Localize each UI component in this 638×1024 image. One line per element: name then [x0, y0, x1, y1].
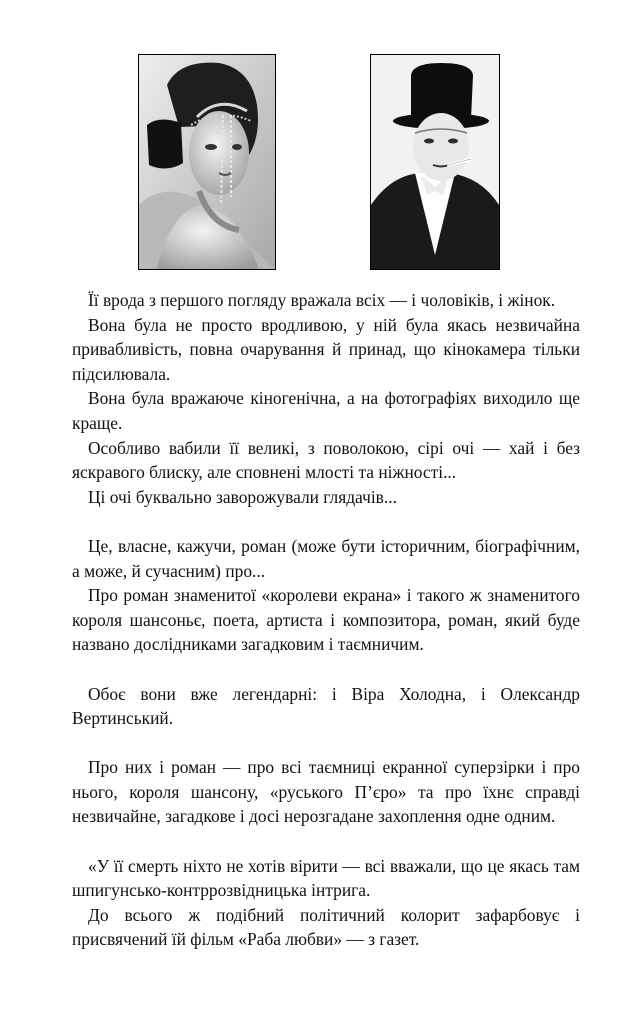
paragraph: Обоє вони вже легендарні: і Віра Холодна, і Олександр Вертинський. — [72, 683, 580, 729]
paragraph: Особливо вабили її великі, з поволокою, сірі очі — хай і без яскравого блиску, але сповнені млості та ніжності... — [72, 437, 580, 483]
portrait-photo-woman — [138, 54, 276, 270]
woman-portrait-image — [139, 55, 275, 269]
paragraph: Ці очі буквально заворожували глядачів... — [88, 486, 397, 507]
man-portrait-image — [371, 55, 499, 269]
paragraph: До всього ж подібний політичний колорит зафарбовує і присвячений їй фільм «Раба любви» — з газет. — [72, 904, 580, 950]
paragraph: Вона була вражаюче кіногенічна, а на фотографіях виходило ще краще. — [72, 388, 580, 433]
paragraph: Це, власне, кажучи, роман (може бути історичним, біографічним, а може, й сучасним) про... — [72, 535, 580, 581]
page-body-text — [72, 288, 580, 952]
paragraph: Її врода з першого погляду вражала всіх — і чоловіків, і жінок. — [88, 290, 556, 310]
paragraph: Про них і роман — про всі таємниці екранної суперзірки і про нього, короля шансону, «руського П’єро» та про їхнє справді незвичайне, загадкове і досі нерозгадане захоплення одне одним. — [72, 757, 580, 827]
paragraph: Вона була не просто вродливою, у ній була якась незвичайна привабливість, повна очарування й принад, що кінокамера тільки підсилювала. — [72, 314, 580, 384]
portrait-photo-man — [370, 54, 500, 270]
paragraph: Про роман знаменитої «королеви екрана» і такого ж знаменитого короля шансоньє, поета, артиста і композитора, роман, який буде названо дослідниками загадковим і таємничим. — [72, 585, 580, 655]
paragraph: «У її смерть ніхто не хотів вірити — всі вважали, що це якась там шпигунсько-контррозвідницька інтрига. — [72, 855, 580, 901]
